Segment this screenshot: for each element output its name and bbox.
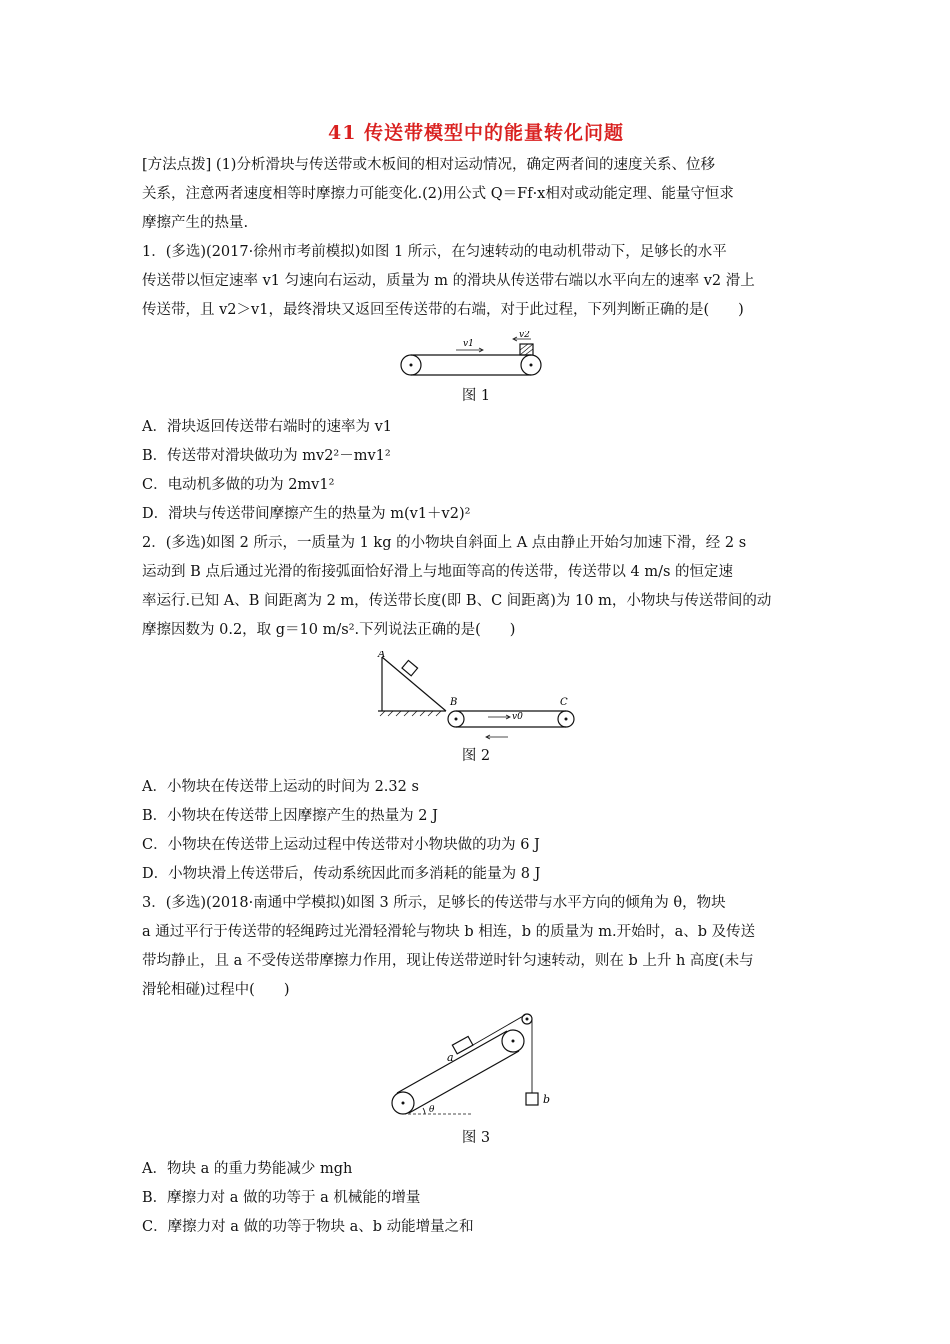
v1-label: v1 xyxy=(463,339,474,349)
option-c: C．小物块在传送带上运动过程中传送带对小物块做的功为 6 J xyxy=(142,837,540,853)
block-a-label: a xyxy=(447,1051,454,1064)
figure-3 xyxy=(381,1011,571,1123)
question-line: 滑轮相碰)过程中( ) xyxy=(142,982,290,998)
block-a xyxy=(452,1036,473,1053)
option-d: D．滑块与传送带间摩擦产生的热量为 m(v1＋v2)² xyxy=(142,506,471,522)
document-page xyxy=(142,118,810,1242)
question-1 xyxy=(142,238,810,529)
block-b xyxy=(526,1093,538,1105)
question-line: 带均静止，且 a 不受传送带摩擦力作用，现让传送带逆时针匀速转动，则在 b 上升 h 高度(未与 xyxy=(142,953,754,969)
method-line: 摩擦产生的热量. xyxy=(142,215,249,231)
theta-label: θ xyxy=(429,1105,435,1115)
question-line: 3．(多选)(2018·南通中学模拟)如图 3 所示，足够长的传送带与水平方向的倾角为 θ，物块 xyxy=(142,895,726,911)
page-title: 41 传送带模型中的能量转化问题 xyxy=(327,122,625,144)
option-d: D．小物块滑上传送带后，传动系统因此而多消耗的能量为 8 J xyxy=(142,866,541,882)
option-c: C．电动机多做的功为 2mv1² xyxy=(142,477,335,493)
question-line: 传送带，且 v2＞v1，最终滑块又返回至传送带的右端，对于此过程，下列判断正确的是( ) xyxy=(142,302,744,318)
question-line: 1．(多选)(2017·徐州市考前模拟)如图 1 所示，在匀速转动的电动机带动下，足够长的水平 xyxy=(142,244,727,260)
option-c: C．摩擦力对 a 做的功等于物块 a、b 动能增量之和 xyxy=(142,1219,474,1235)
block-b-label: b xyxy=(543,1093,551,1106)
method-line: [方法点拨] (1)分析滑块与传送带或木板间的相对运动情况，确定两者间的速度关系、位移 xyxy=(142,157,715,173)
question-line: 2．(多选)如图 2 所示，一质量为 1 kg 的小物块自斜面上 A 点由静止开始匀加速下滑，经 2 s xyxy=(142,535,747,551)
figure-caption: 图 2 xyxy=(461,748,491,764)
v0-label: v0 xyxy=(512,712,523,722)
figure-1 xyxy=(391,331,561,381)
figure-caption: 图 1 xyxy=(461,388,491,404)
small-block xyxy=(402,660,418,675)
figure-2 xyxy=(376,651,576,741)
question-line: 率运行.已知 A、B 间距离为 2 m，传送带长度(即 B、C 间距离)为 10 m，小物块与传送带间的动 xyxy=(142,593,772,609)
option-b: B．传送带对滑块做功为 mv2²－mv1² xyxy=(142,448,391,464)
figure-caption: 图 3 xyxy=(461,1130,491,1146)
question-2 xyxy=(142,529,810,889)
question-line: a 通过平行于传送带的轻绳跨过光滑轻滑轮与物块 b 相连，b 的质量为 m.开始时，a、b 及传送 xyxy=(142,924,756,940)
question-line: 运动到 B 点后通过光滑的衔接弧面恰好滑上与地面等高的传送带，传送带以 4 m/s 的恒定速 xyxy=(142,564,733,580)
method-hint xyxy=(142,151,810,238)
question-line: 摩擦因数为 0.2，取 g＝10 m/s².下列说法正确的是( ) xyxy=(142,622,516,638)
point-a-label: A xyxy=(378,651,386,660)
option-a: A．滑块返回传送带右端时的速率为 v1 xyxy=(142,419,392,435)
question-3 xyxy=(142,889,810,1242)
point-c-label: C xyxy=(560,697,568,708)
option-b: B．摩擦力对 a 做的功等于 a 机械能的增量 xyxy=(142,1190,421,1206)
option-a: A．物块 a 的重力势能减少 mgh xyxy=(142,1161,353,1177)
method-line: 关系，注意两者速度相等时摩擦力可能变化.(2)用公式 Q＝Ff·x相对或动能定理、能量守恒求 xyxy=(142,186,734,202)
point-b-label: B xyxy=(450,697,458,708)
question-line: 传送带以恒定速率 v1 匀速向右运动，质量为 m 的滑块从传送带右端以水平向左的速率 v2 滑上 xyxy=(142,273,755,289)
option-b: B．小物块在传送带上因摩擦产生的热量为 2 J xyxy=(142,808,438,824)
option-a: A．小物块在传送带上运动的时间为 2.32 s xyxy=(142,779,419,795)
v2-label: v2 xyxy=(519,331,530,340)
